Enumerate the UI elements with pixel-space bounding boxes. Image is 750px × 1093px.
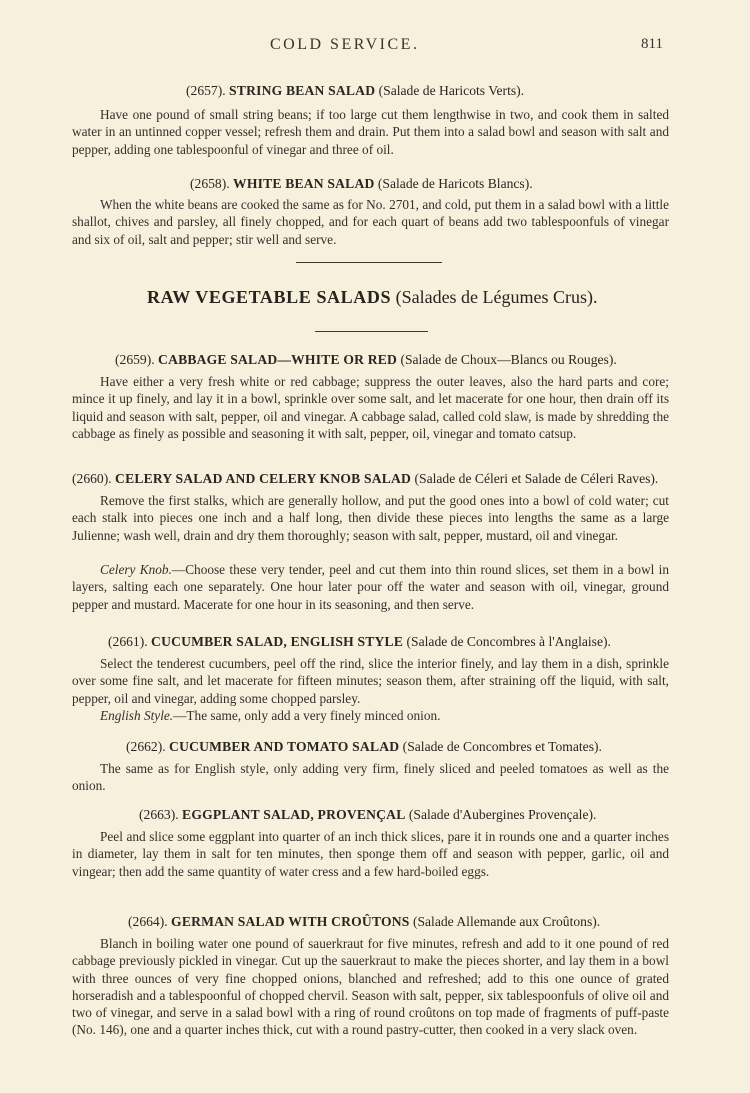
recipe-name: EGGPLANT SALAD, PROVENÇAL [182,807,406,822]
divider-rule [296,262,442,263]
divider-rule [315,331,428,332]
section-title [147,287,598,308]
running-head [0,36,750,58]
recipe-number: (2659). [115,352,155,367]
recipe-text-2657: Have one pound of small string beans; if too large cut them lengthwise in two, and cook them in salted water in an untinned copper vessel; refresh them and drain. Put them into a salad bowl and season with salt and pepper, adding one tablespoonful of vinegar and three of oil. [72,107,669,157]
recipe-number: (2658). [190,176,230,191]
recipe-text-2661: Select the tenderest cucumbers, peel off the rind, slice the interior finely, and lay them in a dish, sprinkle over some fine salt, and let macerate for fifteen minutes; season them, after straining off the liquid, with salt, pepper, oil and vinegar, adding some chopped parsley. [72,656,669,706]
recipe-note-2661 [72,707,669,724]
note-label: Celery Knob. [100,562,172,577]
recipe-number: (2663). [139,807,179,822]
recipe-french-name: (Salade de Haricots Blancs). [377,176,533,191]
running-title: COLD SERVICE. [270,36,420,53]
recipe-name: CABBAGE SALAD—WHITE OR RED [158,352,398,367]
recipe-heading-2659 [115,351,617,369]
recipe-french-name: (Salade Allemande aux Croûtons). [412,914,601,929]
note-text: —The same, only add a very finely minced onion. [173,708,441,723]
recipe-text-2662: The same as for English style, only adding very firm, finely sliced and peeled tomatoes as well as the onion. [72,761,669,794]
recipe-heading-2661 [108,633,611,651]
recipe-french-name: (Salade de Céleri et Salade de Céleri Raves). [414,471,659,486]
recipe-heading-2657 [186,82,524,100]
recipe-heading-2663 [139,806,596,824]
recipe-text-2664: Blanch in boiling water one pound of sauerkraut for five minutes, refresh and add to it one pound of red cabbage previously pickled in vinegar. Cut up the sauerkraut to make the pieces shorter, and lay them in a bowl with three ounces of very fine chopped onions, blanched and refreshed; add to this one ounce of grated horseradish and a tablespoonful of chopped chervil. Season with salt, pepper, six tablespoonfuls of olive oil and two of vinegar, and serve in a salad bowl with a ring of round croûtons on top made of fragments of puff-paste (No. 146), one and a quarter inches thick, cut with a round pastry-cutter, then cooked in a very slack oven. [72,936,669,1038]
recipe-french-name: (Salade de Concombres à l'Anglaise). [406,634,611,649]
recipe-name: STRING BEAN SALAD [229,83,376,98]
recipe-number: (2662). [126,739,166,754]
recipe-heading-2664 [128,913,600,931]
recipe-text-2659: Have either a very fresh white or red cabbage; suppress the outer leaves, also the hard parts and core; mince it up finely, and lay it in a bowl, sprinkle over some salt, and let macerate for one hour, then drain off its liquid and season with salt, pepper, oil and vinegar. A cabbage salad, called cold slaw, is made by shredding the cabbage as finely as possible and seasoning it with salt, pepper, oil, vinegar and tomato catsup. [72,374,669,441]
recipe-number: (2664). [128,914,168,929]
recipe-french-name: (Salade de Concombres et Tomates). [402,739,602,754]
recipe-text-2663: Peel and slice some eggplant into quarter of an inch thick slices, pare it in rounds one and a quarter inches in diameter, lay them in salt for ten minutes, then sponge them off and season with pepper, garlic, oil and vingear; then add the same quantity of water cress and a few hard-boiled eggs. [72,829,669,879]
recipe-french-name: (Salade de Haricots Verts). [378,83,525,98]
recipe-number: (2657). [186,83,226,98]
recipe-french-name: (Salade d'Aubergines Provençale). [408,807,597,822]
recipe-text-2658: When the white beans are cooked the same as for No. 2701, and cold, put them in a salad bowl with a little shallot, chives and parsley, all finely chopped, and for each quart of beans add two tablespoonfuls of vinegar and six of oil, salt and pepper; stir well and serve. [72,197,669,247]
recipe-heading-2662 [126,738,602,756]
section-title-english: RAW VEGETABLE SALADS [147,287,392,307]
note-text: —Choose these very tender, peel and cut them into thin round slices, set them in a bowl in layers, salting each one separately. One hour later pour off the water and season with oil, vinegar, ground pepper and mustard. Macerate for one hour in its seasoning, and then serve. [72,562,670,612]
recipe-number: (2661). [108,634,148,649]
section-title-french: (Salades de Légumes Crus). [395,287,598,307]
recipe-name: CUCUMBER SALAD, ENGLISH STYLE [151,634,404,649]
recipe-name: CELERY SALAD AND CELERY KNOB SALAD [115,471,412,486]
recipe-name: GERMAN SALAD WITH CROÛTONS [171,914,410,929]
recipe-french-name: (Salade de Choux—Blancs ou Rouges). [400,352,617,367]
recipe-note-2660 [72,561,669,613]
recipe-heading-2658 [190,175,533,193]
recipe-name: WHITE BEAN SALAD [233,176,375,191]
recipe-number: (2660). [72,471,112,486]
recipe-name: CUCUMBER AND TOMATO SALAD [169,739,400,754]
recipe-heading-2660 [72,470,658,488]
page-number: 811 [641,36,663,52]
note-label: English Style. [100,708,174,723]
recipe-text-2660: Remove the first stalks, which are generally hollow, and put the good ones into a bowl of cold water; cut each stalk into pieces one inch and a half long, then divide these pieces into lengths the same as a large Julienne; wash well, drain and dry them thoroughly; season with salt, pepper, mustard, oil and vinegar. [72,493,669,543]
